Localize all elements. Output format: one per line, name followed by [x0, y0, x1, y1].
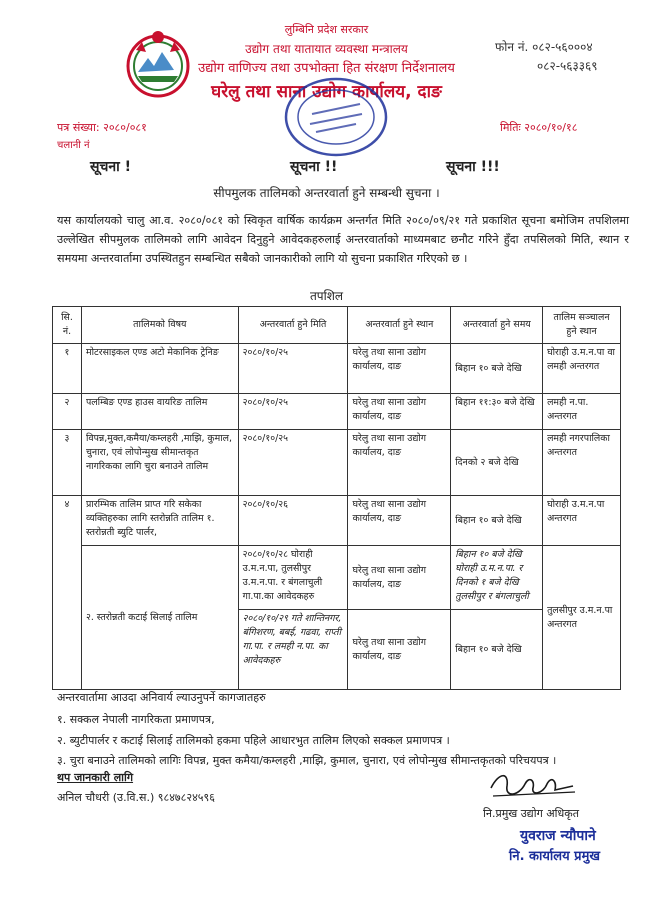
cell-place: घरेलु तथा साना उद्योग कार्यालय, दाङ [348, 496, 451, 546]
notice-heading-3: सूचना !!! [446, 159, 500, 175]
signatory-name: युवराज न्यौपाने [520, 828, 596, 844]
cell-subject: पलम्बिङ एण्ड हाउस वायरिङ तालिम [81, 394, 238, 430]
cell-sn: ३ [53, 430, 82, 496]
contact-person: अनिल चौधरी (उ.वि.स.) ९८४७८२४५९६ [57, 791, 215, 804]
notice-subject: सीपमुलक तालिमको अन्तरवार्ता हुने सम्बन्धी सुचना । [213, 186, 440, 200]
table-row [53, 430, 621, 496]
ministry-name: उद्योग तथा यातायात व्यवस्था मन्त्रालय [245, 42, 408, 56]
col-header-sn: सि. नं. [53, 307, 82, 344]
cell-place: घरेलु तथा साना उद्योग कार्यालय, दाङ [348, 546, 451, 610]
table-caption: तपशिल [309, 289, 344, 303]
directorate-name: उद्योग वाणिज्य तथा उपभोक्ता हित संरक्षण निर्देशनालय [198, 61, 455, 76]
cell-time: दिनको २ बजे देखि [451, 430, 543, 496]
cell-date: २०८०/१०/२५ [238, 394, 348, 430]
office-stamp-icon [282, 74, 390, 160]
cell-time: बिहान १० बजे देखि [451, 496, 543, 546]
cell-place: घरेलु तथा साना उद्योग कार्यालय, दाङ [348, 394, 451, 430]
signatory-title: नि. कार्यालय प्रमुख [509, 849, 600, 864]
signature-icon [485, 766, 580, 804]
notice-body: यस कार्यालयको चालु आ.व. २०८०/०८१ को स्विकृत वार्षिक कार्यक्रम अन्तर्गत मिति २०८०/०९/२१ गते प्रकाशित सूचना बमोजिम तपशिलमा उल्लेखित सीपमुलक तालिमको लागि आवेदन दिनुहुने आवेदकहरुलाई अन्तरवार्ताको माध्यमबाट छनौट गरिने हुँदा तपसिलको मिति, स्थान र समयमा अन्तरवार्तामा उपस्थितहुन सम्बन्धित सबैको जानकारीको लागि यो सुचना प्रकाशित गरिएको छ । [57, 214, 629, 265]
reference-number: पत्र संख्या: २०८०/०८१ [57, 121, 147, 134]
cell-time: बिहान १० बजे देखि घोराही उ.म.न.पा. र दिनको १ बजे देखि तुलसीपुर र बंगलाचुली [451, 546, 543, 610]
letter-date: मितिः २०८०/१०/१८ [500, 121, 578, 134]
cell-subject: प्रारम्भिक तालिम प्राप्त गरि सकेका व्यक्तिहरुका लागि स्तरोन्नति तालिम १. स्तरोन्नती ब्युटि पार्लर, [81, 496, 238, 546]
cell-subject: विपन्न,मुक्त,कमैया/कम्लहरी ,माझि, कुमाल, चुनारा, एवं लोपोन्मुख सीमान्तकृत नागरिकका लागि चुरा बनाउने तालिम [81, 430, 238, 496]
cell-subject: मोटरसाइकल एण्ड अटो मेकानिक ट्रेनिङ [81, 344, 238, 394]
phone-number-1: फोन नं. ०८२-५६०००४ [495, 40, 593, 54]
phone-number-2: ०८२-५६३३६९ [537, 59, 598, 73]
col-header-date: अन्तरवार्ता हुने मिति [238, 307, 348, 344]
cell-venue: घोराही उ.म.न.पा वा लमही अन्तरगत [543, 344, 621, 394]
dispatch-number: चलानी नं [57, 140, 90, 151]
cell-date: २०८०/१०/२५ [238, 430, 348, 496]
interview-schedule-table [52, 306, 621, 690]
cell-time: बिहान ११:३० बजे देखि [451, 394, 543, 430]
province-government: लुम्बिनि प्रदेश सरकार [284, 23, 369, 36]
col-header-venue: तालिम सञ्चालन हुने स्थान [543, 307, 621, 344]
table-row [53, 496, 621, 546]
document-item: २. ब्युटीपार्लर र कटाई सिलाई तालिमको हकमा पहिले आधारभुत तालिम लिएको सक्कल प्रमाणपत्र । [57, 734, 450, 747]
document-item: १. सक्कल नेपाली नागरिकता प्रमाणपत्र, [57, 713, 215, 726]
table-row [53, 546, 621, 610]
cell-sn: ४ [53, 496, 82, 690]
more-info-label: थप जानकारी लागि [57, 771, 134, 784]
cell-time: बिहान १० बजे देखि [451, 344, 543, 394]
cell-venue: घोराही उ.म.न.पा अन्तरगत [543, 496, 621, 546]
cell-sn: १ [53, 344, 82, 394]
cell-venue: लमही न.पा. अन्तरगत [543, 394, 621, 430]
col-header-time: अन्तरवार्ता हुने समय [451, 307, 543, 344]
cell-date: २०८०/१०/२५ [238, 344, 348, 394]
cell-date: २०८०/१०/२६ [238, 496, 348, 546]
notice-heading-1: सूचना ! [90, 159, 132, 175]
office-name: घरेलु तथा साना उद्योग कार्यालय, दाङ [211, 82, 442, 102]
document-item: ३. चुरा बनाउने तालिमको लागिः विपन्न, मुक्त कमैया/कम्लहरी ,माझि, कुमाल, चुनारा, एवं लोपोन्मुख सीमान्तकृतको परिचयपत्र । [57, 754, 557, 767]
signatory-designation: नि.प्रमुख उद्योग अधिकृत [483, 807, 580, 820]
table-header-row [53, 307, 621, 344]
cell-place: घरेलु तथा साना उद्योग कार्यालय, दाङ [348, 430, 451, 496]
col-header-subject: तालिमको विषय [81, 307, 238, 344]
cell-time: बिहान १० बजे देखि [451, 610, 543, 690]
cell-venue: लमही नगरपालिका अन्तरगत [543, 430, 621, 496]
phone-block [495, 38, 598, 76]
cell-place: घरेलु तथा साना उद्योग कार्यालय, दाङ [348, 610, 451, 690]
cell-subject: २. स्तरोन्नती कटाई सिलाई तालिम [81, 546, 238, 690]
cell-place: घरेलु तथा साना उद्योग कार्यालय, दाङ [348, 344, 451, 394]
cell-date: २०८०/१०/२८ घोराही उ.म.न.पा, तुलसीपुर उ.म.न.पा. र बंगलाचुली गा.पा.का आवेदकहरु [238, 546, 348, 610]
table-row [53, 344, 621, 394]
cell-date: २०८०/१०/२९ गते शान्तिनगर, बंगिशरण, बबई, गढवा, राप्ती गा.पा. र लमही न.पा. का आवेदकहरु [238, 610, 348, 690]
cell-sn: २ [53, 394, 82, 430]
notice-heading-2: सूचना !! [290, 159, 338, 175]
required-documents-title: अन्तरवार्तामा आउदा अनिवार्य ल्याउनुपर्ने कागजातहरु [57, 691, 266, 704]
col-header-place: अन्तरवार्ता हुने स्थान [348, 307, 451, 344]
table-row [53, 394, 621, 430]
cell-venue: तुलसीपुर उ.म.न.पा अन्तरगत [543, 546, 621, 690]
